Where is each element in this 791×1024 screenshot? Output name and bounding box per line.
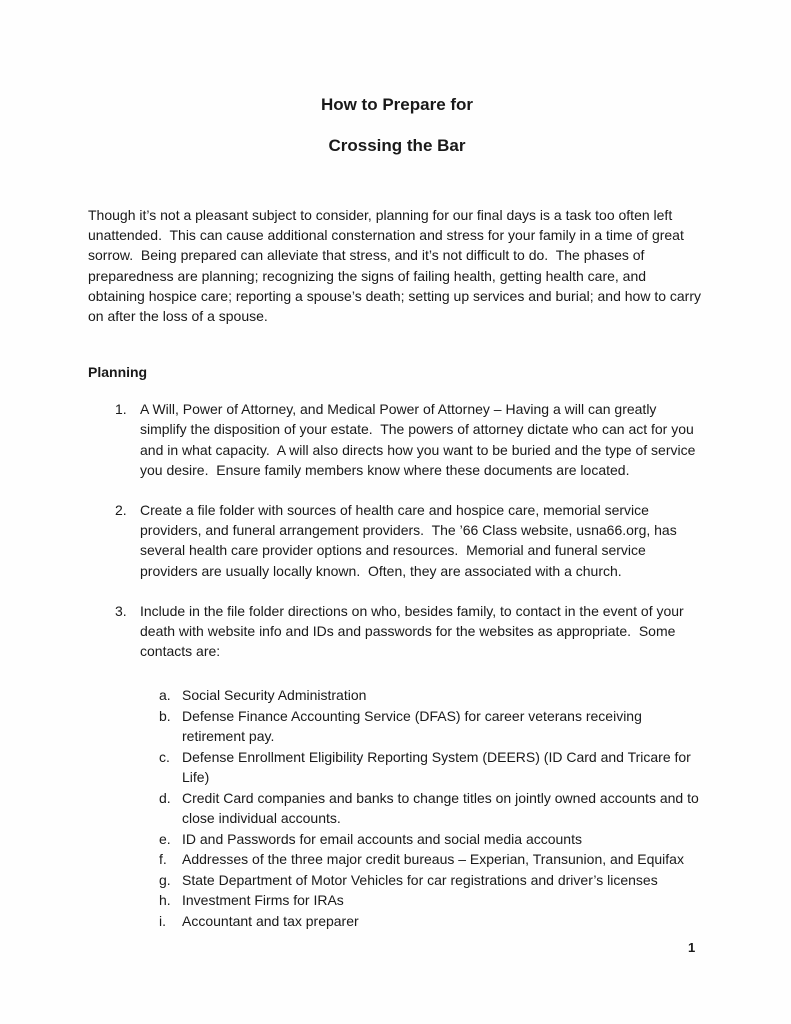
intro-paragraph: Though it’s not a pleasant subject to consider, planning for our final days is a task too often left unattended. This can cause additional consternation and stress for your family in a time of great sorrow. Being prepared can alleviate that stress, and it’s not difficult to do. The phases of preparedness are planning; recognizing the signs of failing health, getting health care, and obtaining hospice care; reporting a spouse’s death; setting up services and burial; and how to carry on after the loss of a spouse. <box>88 207 705 325</box>
lettered-item-c-text: Defense Enrollment Eligibility Reporting System (DEERS) (ID Card and Tricare for Life) <box>182 748 695 786</box>
numbered-item-3-text: Include in the file folder directions on who, besides family, to contact in the event of your death with website info and IDs and passwords for the websites as appropriate. Some contacts are: <box>140 602 688 660</box>
lettered-list <box>88 685 706 931</box>
lettered-item-d-text: Credit Card companies and banks to change titles on jointly owned accounts and to close individual accounts. <box>182 789 703 827</box>
lettered-item-e <box>88 829 706 850</box>
lettered-item-i-text: Accountant and tax preparer <box>182 912 359 929</box>
lettered-item-e-text: ID and Passwords for email accounts and social media accounts <box>182 830 582 847</box>
lettered-item-a-marker: a. <box>159 687 171 704</box>
lettered-item-c-marker: c. <box>159 748 170 765</box>
lettered-item-g-marker: g. <box>159 871 171 888</box>
lettered-item-d-marker: d. <box>159 789 171 806</box>
document-title-line1: How to Prepare for <box>320 95 474 114</box>
numbered-item-2-text: Create a file folder with sources of health care and hospice care, memorial service providers, and funeral arrangement providers. The ’66 Class website, usna66.org, has several health care provider options and resources. Memorial and funeral service providers are usually locally known. Often, they are associated with a church. <box>140 502 681 579</box>
numbered-item-1 <box>88 399 706 480</box>
page-number: 1 <box>688 940 696 955</box>
lettered-item-b-marker: b. <box>159 707 171 724</box>
lettered-item-g <box>88 870 706 891</box>
lettered-item-h-marker: h. <box>159 892 171 909</box>
lettered-item-b-text: Defense Finance Accounting Service (DFAS) for career veterans receiving retirement pay. <box>182 707 646 745</box>
numbered-item-1-marker: 1. <box>115 401 127 418</box>
section-heading-planning: Planning <box>88 364 148 381</box>
lettered-item-i <box>88 911 706 932</box>
lettered-item-f <box>88 849 706 870</box>
lettered-item-e-marker: e. <box>159 830 171 847</box>
lettered-item-f-marker: f. <box>159 851 167 868</box>
numbered-item-3-marker: 3. <box>115 602 127 619</box>
numbered-item-2 <box>88 500 706 581</box>
numbered-item-1-text: A Will, Power of Attorney, and Medical Power of Attorney – Having a will can greatly simplify the disposition of your estate. The powers of attorney dictate who can act for you and in what capacity. A will also directs how you want to be buried and the type of service you desire. Ensure family members know where these documents are located. <box>140 401 700 478</box>
numbered-item-3 <box>88 601 706 662</box>
lettered-item-c <box>88 747 706 788</box>
lettered-item-i-marker: i. <box>159 912 166 929</box>
document-content <box>88 0 706 931</box>
document-title-line2: Crossing the Bar <box>328 136 466 155</box>
lettered-item-h-text: Investment Firms for IRAs <box>182 892 344 909</box>
lettered-item-d <box>88 788 706 829</box>
numbered-list <box>88 399 706 661</box>
lettered-item-f-text: Addresses of the three major credit bureaus – Experian, Transunion, and Equifax <box>182 851 684 868</box>
lettered-item-h <box>88 890 706 911</box>
numbered-item-2-marker: 2. <box>115 502 127 519</box>
lettered-item-b <box>88 706 706 747</box>
lettered-item-a-text: Social Security Administration <box>182 687 367 704</box>
lettered-item-a <box>88 685 706 706</box>
lettered-item-g-text: State Department of Motor Vehicles for car registrations and driver’s licenses <box>182 871 658 888</box>
